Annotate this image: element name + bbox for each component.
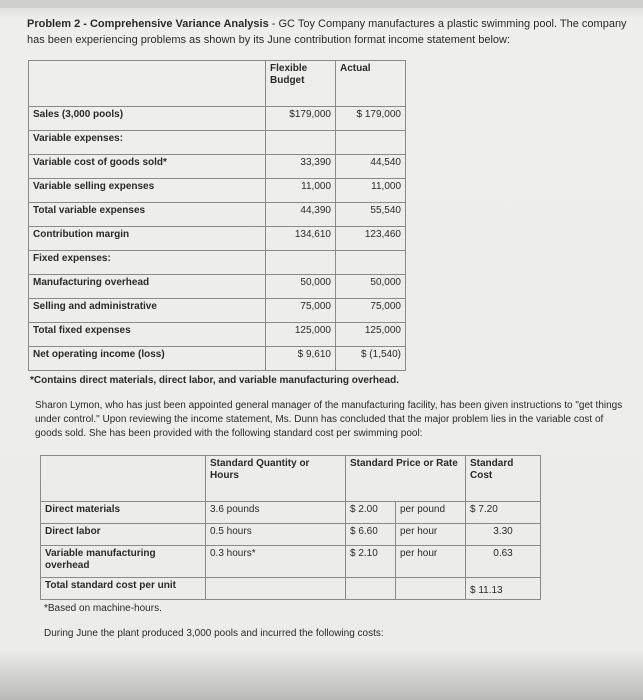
actual-value: 123,460 [336,227,406,251]
table-row [41,502,541,524]
table-row [29,155,406,179]
table-row [29,251,406,275]
row-label: Selling and administrative [29,299,266,323]
row-label: Variable selling expenses [29,179,266,203]
flexible-budget-value: 134,610 [266,227,336,251]
actual-value: 55,540 [336,203,406,227]
flexible-budget-value: 50,000 [266,275,336,299]
income-footnote: *Contains direct materials, direct labor, and variable manufacturing overhead. [30,375,399,386]
price-unit [396,578,466,600]
flexible-budget-value: 125,000 [266,323,336,347]
price-unit: per pound [396,502,466,524]
row-label: Variable expenses: [29,131,266,155]
row-label: Total standard cost per unit [41,578,206,600]
std-cost: $ 11.13 [466,578,541,600]
header-flexible-budget: Flexible Budget [266,61,336,107]
scenario-paragraph: Sharon Lymon, who has just been appointed general manager of the manufacturing facility, has been given instructions to "get things under control." Upon reviewing the income statement, Ms. Dunn has concluded that the major problem lies in the variable cost of goods sold. She has been provided with the following standard cost per swimming pool: [35,400,623,439]
flexible-budget-value [266,251,336,275]
actual-value: 50,000 [336,275,406,299]
table-header [29,61,406,107]
actual-value: 75,000 [336,299,406,323]
flexible-budget-value: 44,390 [266,203,336,227]
flexible-budget-value [266,131,336,155]
price-unit: per hour [396,524,466,546]
header-std-qty: Standard Quantity or Hours [206,456,346,502]
header-actual: Actual [336,61,406,107]
std-price: $ 2.10 [346,546,396,578]
table-row [41,578,541,600]
actual-value [336,251,406,275]
std-price: $ 6.60 [346,524,396,546]
flexible-budget-value: 11,000 [266,179,336,203]
table-row [41,546,541,578]
problem-title: Problem 2 - Comprehensive Variance Analysis [27,18,269,30]
row-label: Net operating income (loss) [29,347,266,371]
header-empty-cell [29,61,266,107]
std-qty [206,578,346,600]
row-label: Total fixed expenses [29,323,266,347]
row-label: Fixed expenses: [29,251,266,275]
standard-footnote: *Based on machine-hours. [44,603,162,614]
table-row [29,299,406,323]
actual-value [336,131,406,155]
actual-value: $ 179,000 [336,107,406,131]
table-row [29,107,406,131]
problem-text: - GC Toy Company manufactures a plastic swimming pool. The company has been experiencing problems as shown by its June contribution format income statement below: [27,18,627,46]
std-price [346,578,396,600]
table-row [29,203,406,227]
header-std-cost: Standard Cost [466,456,541,502]
row-label: Total variable expenses [29,203,266,227]
row-label: Variable manufacturing overhead [41,546,206,578]
std-cost: 0.63 [466,546,541,578]
flexible-budget-value: 33,390 [266,155,336,179]
table-header [41,456,541,502]
table-row [41,524,541,546]
header-std-price: Standard Price or Rate [346,456,466,502]
table-row [29,179,406,203]
flexible-budget-value: $179,000 [266,107,336,131]
flexible-budget-value: 75,000 [266,299,336,323]
table-row [29,323,406,347]
row-label: Direct labor [41,524,206,546]
std-price: $ 2.00 [346,502,396,524]
table-row [29,275,406,299]
document-body [0,8,643,640]
row-label: Direct materials [41,502,206,524]
top-edge [0,0,643,8]
row-label: Sales (3,000 pools) [29,107,266,131]
problem-intro [27,16,637,48]
flexible-budget-value: $ 9,610 [266,347,336,371]
standard-cost-table [40,455,541,600]
std-qty: 3.6 pounds [206,502,346,524]
actual-value: $ (1,540) [336,347,406,371]
std-cost: $ 7.20 [466,502,541,524]
row-label: Contribution margin [29,227,266,251]
std-cost: 3.30 [466,524,541,546]
row-label: Variable cost of goods sold* [29,155,266,179]
table-row [29,131,406,155]
income-statement-table [28,60,406,371]
closing-text: During June the plant produced 3,000 pools and incurred the following costs: [44,628,384,639]
std-qty: 0.5 hours [206,524,346,546]
actual-value: 125,000 [336,323,406,347]
price-unit: per hour [396,546,466,578]
actual-value: 11,000 [336,179,406,203]
std-qty: 0.3 hours* [206,546,346,578]
row-label: Manufacturing overhead [29,275,266,299]
actual-value: 44,540 [336,155,406,179]
table-row [29,347,406,371]
header-empty-cell [41,456,206,502]
table-row [29,227,406,251]
